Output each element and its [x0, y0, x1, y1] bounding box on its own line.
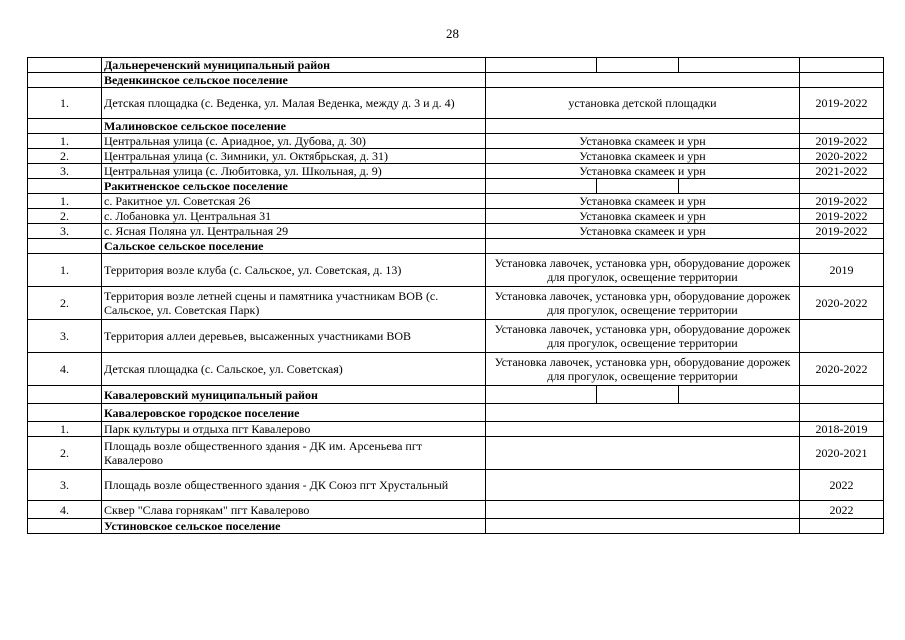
row-number: [28, 386, 102, 404]
section-title: Устиновское сельское поселение: [102, 519, 486, 534]
row-number: 3.: [28, 470, 102, 501]
table-row: [28, 353, 884, 386]
row-number: 1.: [28, 422, 102, 437]
years: 2019: [800, 254, 884, 287]
row-number: 3.: [28, 224, 102, 239]
section-header-row: [28, 239, 884, 254]
object-name: Территория аллеи деревьев, высаженных участниками ВОВ: [102, 320, 486, 353]
section-title: Кавалеровское городское поселение: [102, 404, 486, 422]
empty-subcell: [678, 179, 797, 193]
row-number: 4.: [28, 353, 102, 386]
work-description: [486, 73, 800, 88]
years: [800, 404, 884, 422]
object-name: Площадь возле общественного здания - ДК им. Арсеньева пгт Кавалерово: [102, 437, 486, 470]
row-number: [28, 404, 102, 422]
row-number: 2.: [28, 209, 102, 224]
section-title: Сальское сельское поселение: [102, 239, 486, 254]
object-name: Территория возле летней сцены и памятника участникам ВОВ (с. Сальское, ул. Советская Парк): [102, 287, 486, 320]
table-row: [28, 224, 884, 239]
row-number: 4.: [28, 501, 102, 519]
object-name: Центральная улица (с. Зимники, ул. Октябрьская, д. 31): [102, 149, 486, 164]
row-number: [28, 239, 102, 254]
years: [800, 58, 884, 73]
row-number: [28, 519, 102, 534]
section-title: Ракитненское сельское поселение: [102, 179, 486, 194]
years: [800, 519, 884, 534]
object-name: Сквер "Слава горнякам" пгт Кавалерово: [102, 501, 486, 519]
row-number: 3.: [28, 164, 102, 179]
section-title: Малиновское сельское поселение: [102, 119, 486, 134]
page-number: 28: [446, 26, 459, 41]
work-description: [486, 404, 800, 422]
work-description: [486, 501, 800, 519]
years: [800, 119, 884, 134]
object-name: с. Лобановка ул. Центральная 31: [102, 209, 486, 224]
table-row: [28, 254, 884, 287]
table-row: [28, 88, 884, 119]
object-name: с. Ракитное ул. Советская 26: [102, 194, 486, 209]
table-row: [28, 422, 884, 437]
years: 2020-2022: [800, 353, 884, 386]
empty-subcell: [678, 386, 797, 403]
years: 2020-2022: [800, 149, 884, 164]
object-name: Центральная улица (с. Ариадное, ул. Дубова, д. 30): [102, 134, 486, 149]
years: 2020-2021: [800, 437, 884, 470]
years: 2019-2022: [800, 224, 884, 239]
object-name: Центральная улица (с. Любитовка, ул. Школьная, д. 9): [102, 164, 486, 179]
work-description: Установка скамеек и урн: [486, 164, 800, 179]
table-row: [28, 470, 884, 501]
work-subcells: [486, 179, 800, 194]
section-header-row: [28, 179, 884, 194]
years: [800, 386, 884, 404]
years: 2020-2022: [800, 287, 884, 320]
years: 2019-2022: [800, 194, 884, 209]
row-number: 2.: [28, 437, 102, 470]
work-description: Установка скамеек и урн: [486, 134, 800, 149]
empty-subcell: [488, 179, 596, 193]
years: 2018-2019: [800, 422, 884, 437]
row-number: 1.: [28, 134, 102, 149]
section-title: Веденкинское сельское поселение: [102, 73, 486, 88]
row-number: 3.: [28, 320, 102, 353]
work-description: [486, 422, 800, 437]
work-description: Установка скамеек и урн: [486, 224, 800, 239]
empty-subcell: [678, 58, 797, 72]
empty-subcell: [596, 179, 678, 193]
work-description: [486, 470, 800, 501]
years: 2019-2022: [800, 209, 884, 224]
work-description: Установка скамеек и урн: [486, 209, 800, 224]
section-header-row: [28, 386, 884, 404]
table-row: [28, 194, 884, 209]
years: [800, 320, 884, 353]
work-subcells: [486, 58, 800, 73]
work-description: [486, 519, 800, 534]
years: [800, 73, 884, 88]
empty-subcell: [596, 58, 678, 72]
empty-subcell: [488, 386, 596, 403]
table-row: [28, 209, 884, 224]
work-description: Установка скамеек и урн: [486, 149, 800, 164]
years: 2019-2022: [800, 88, 884, 119]
section-header-row: [28, 73, 884, 88]
table-row: [28, 437, 884, 470]
section-header-row: [28, 404, 884, 422]
object-name: Детская площадка (с. Веденка, ул. Малая Веденка, между д. 3 и д. 4): [102, 88, 486, 119]
object-name: Территория возле клуба (с. Сальское, ул. Советская, д. 13): [102, 254, 486, 287]
row-number: 1.: [28, 194, 102, 209]
section-header-row: [28, 119, 884, 134]
object-name: Парк культуры и отдыха пгт Кавалерово: [102, 422, 486, 437]
section-header-row: [28, 58, 884, 73]
section-header-row: [28, 519, 884, 534]
years: 2021-2022: [800, 164, 884, 179]
work-subcells: [486, 386, 800, 404]
row-number: 1.: [28, 88, 102, 119]
table-row: [28, 149, 884, 164]
years: 2022: [800, 470, 884, 501]
row-number: 2.: [28, 287, 102, 320]
section-title: Дальнереченский муниципальный район: [102, 58, 486, 73]
table-row: [28, 501, 884, 519]
work-description: [486, 239, 800, 254]
empty-subcell: [596, 386, 678, 403]
object-name: Площадь возле общественного здания - ДК Союз пгт Хрустальный: [102, 470, 486, 501]
empty-subcell: [488, 58, 596, 72]
row-number: [28, 58, 102, 73]
years: [800, 179, 884, 194]
table-body: [28, 58, 884, 534]
work-description: [486, 437, 800, 470]
work-description: Установка лавочек, установка урн, оборудование дорожек для прогулок, освещение территории: [486, 353, 800, 386]
work-description: Установка скамеек и урн: [486, 194, 800, 209]
work-description: Установка лавочек, установка урн, оборудование дорожек для прогулок, освещение территории: [486, 287, 800, 320]
row-number: [28, 73, 102, 88]
row-number: [28, 179, 102, 194]
work-description: Установка лавочек, установка урн, оборудование дорожек для прогулок, освещение территории: [486, 320, 800, 353]
row-number: 1.: [28, 254, 102, 287]
row-number: [28, 119, 102, 134]
work-description: Установка лавочек, установка урн, оборудование дорожек для прогулок, освещение территории: [486, 254, 800, 287]
years: 2022: [800, 501, 884, 519]
row-number: 2.: [28, 149, 102, 164]
program-table: [27, 57, 884, 534]
table-row: [28, 134, 884, 149]
section-title: Кавалеровский муниципальный район: [102, 386, 486, 404]
table-row: [28, 287, 884, 320]
object-name: с. Ясная Поляна ул. Центральная 29: [102, 224, 486, 239]
years: [800, 239, 884, 254]
object-name: Детская площадка (с. Сальское, ул. Советская): [102, 353, 486, 386]
work-description: установка детской площадки: [486, 88, 800, 119]
work-description: [486, 119, 800, 134]
table-row: [28, 164, 884, 179]
years: 2019-2022: [800, 134, 884, 149]
table-row: [28, 320, 884, 353]
